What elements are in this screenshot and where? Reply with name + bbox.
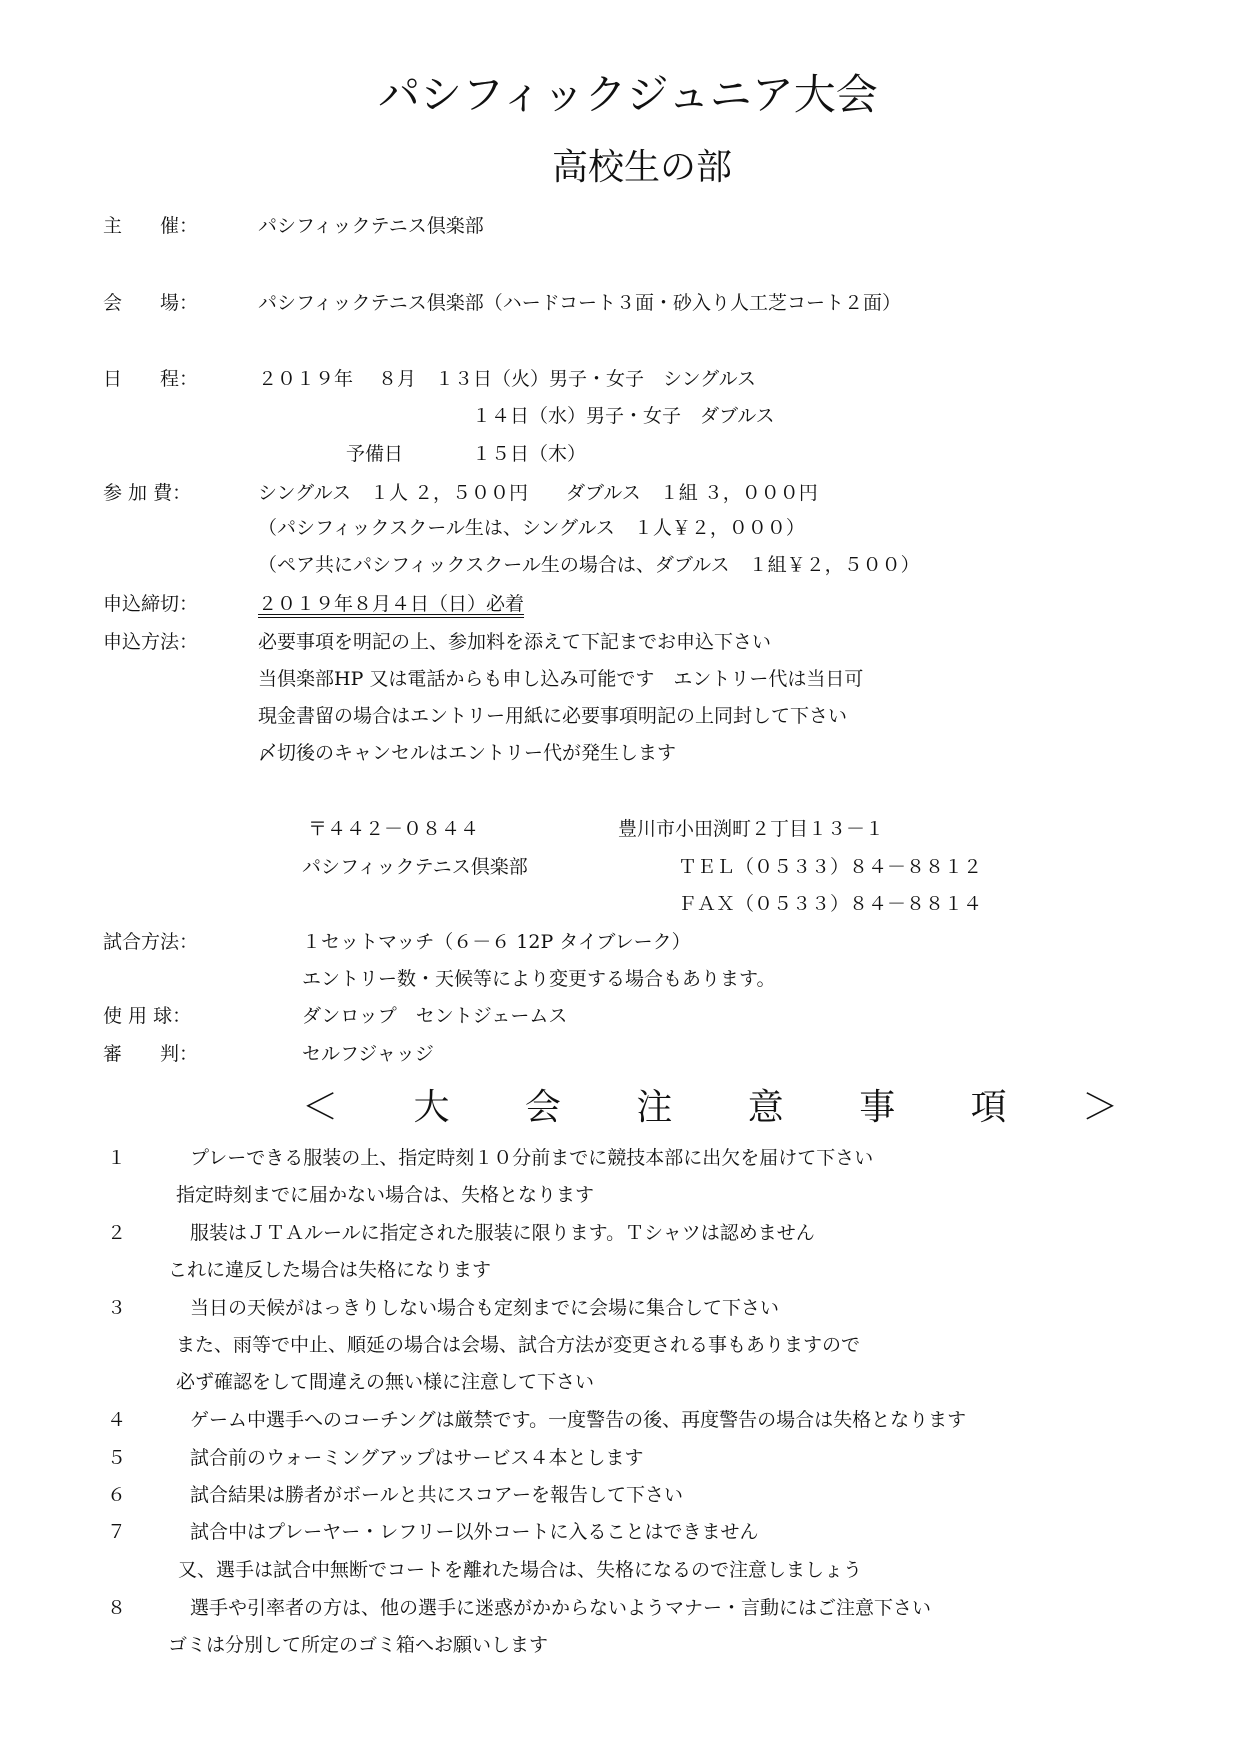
- page-title: パシフィックジュニア大会: [378, 70, 878, 119]
- ball-label: 使 用 球：: [103, 1005, 192, 1027]
- fee-line-2: （パシフィックスクール生は、シングルス １人￥２，０００）: [258, 517, 805, 539]
- note-number: １: [107, 1147, 127, 1169]
- note-number: ６: [107, 1484, 127, 1506]
- page-subtitle: 高校生の部: [552, 147, 733, 188]
- schedule-reserve-label: 予備日: [346, 443, 404, 465]
- note-line: 指定時刻までに届かない場合は、失格となります: [176, 1184, 595, 1206]
- note-line: 選手や引率者の方は、他の選手に迷惑がかからないようマナー・言動にはご注意下さい: [190, 1597, 932, 1619]
- notes-heading: ＜ 大 会 注 意 事 項 ＞: [302, 1087, 1151, 1128]
- fee-line-1: シングルス １人 ２，５００円 ダブルス １組 ３，０００円: [258, 482, 818, 504]
- referee-label: 審 判：: [103, 1043, 199, 1065]
- note-line: 必ず確認をして間違えの無い様に注意して下さい: [176, 1371, 595, 1393]
- note-line: 試合前のウォーミングアップはサービス４本とします: [190, 1447, 644, 1469]
- note-line: 服装はＪＴＡルールに指定された服装に限ります。Ｔシャツは認めません: [190, 1222, 815, 1244]
- method-line-4: 〆切後のキャンセルはエントリー代が発生します: [258, 742, 677, 764]
- tel-number: ＴＥＬ（０５３３）８４－８８１２: [678, 856, 983, 878]
- venue-label: 会 場：: [103, 292, 199, 314]
- match-line-2: エントリー数・天候等により変更する場合もあります。: [302, 968, 776, 990]
- note-number: ３: [107, 1297, 127, 1319]
- note-line: 試合中はプレーヤー・レフリー以外コートに入ることはできません: [190, 1521, 759, 1543]
- note-number: ７: [107, 1521, 127, 1543]
- venue-value: パシフィックテニス倶楽部（ハードコート３面・砂入り人工芝コート２面）: [258, 292, 901, 314]
- ball-value: ダンロップ セントジェームス: [302, 1005, 568, 1027]
- method-line-3: 現金書留の場合はエントリー用紙に必要事項明記の上同封して下さい: [258, 705, 848, 727]
- postal-code: 〒４４２－０８４４: [308, 818, 480, 840]
- schedule-label: 日 程：: [103, 368, 199, 390]
- note-number: ２: [107, 1222, 127, 1244]
- note-line: また、雨等で中止、順延の場合は会場、試合方法が変更される事もありますので: [176, 1334, 861, 1356]
- fee-label: 参 加 費：: [103, 482, 192, 504]
- note-line: ゲーム中選手へのコーチングは厳禁です。一度警告の後、再度警告の場合は失格となります: [190, 1409, 967, 1431]
- deadline-label: 申込締切：: [103, 593, 199, 615]
- organizer-value: パシフィックテニス倶楽部: [258, 215, 484, 237]
- schedule-reserve-value: １５日（木）: [472, 443, 587, 465]
- note-number: ４: [107, 1409, 127, 1431]
- note-line: プレーできる服装の上、指定時刻１０分前までに競技本部に出欠を届けて下さい: [190, 1147, 874, 1169]
- schedule-line-1: ２０１９年 ８月 １３日（火）男子・女子 シングルス: [258, 368, 757, 390]
- street-address: 豊川市小田渕町２丁目１３－１: [618, 818, 885, 840]
- match-label: 試合方法：: [103, 931, 199, 953]
- fax-number: ＦＡＸ（０５３３）８４－８８１４: [678, 893, 983, 915]
- method-label: 申込方法：: [103, 631, 199, 653]
- deadline-value: ２０１９年８月４日（日）必着: [258, 593, 525, 615]
- fee-line-3: （ペア共にパシフィックスクール生の場合は、ダブルス １組￥２，５００）: [258, 554, 920, 576]
- method-line-2: 当倶楽部HP 又は電話からも申し込み可能です エントリー代は当日可: [258, 668, 864, 690]
- schedule-line-2: １４日（水）男子・女子 ダブルス: [472, 405, 775, 427]
- note-line: 又、選手は試合中無断でコートを離れた場合は、失格になるので注意しましょう: [178, 1559, 863, 1581]
- note-line: ゴミは分別して所定のゴミ箱へお願いします: [168, 1634, 549, 1656]
- note-line: これに違反した場合は失格になります: [168, 1259, 492, 1281]
- club-name: パシフィックテニス倶楽部: [302, 856, 528, 878]
- note-number: ５: [107, 1447, 127, 1469]
- match-line-1: １セットマッチ（６－６ 12P タイブレーク）: [302, 931, 691, 953]
- note-number: ８: [107, 1597, 127, 1619]
- method-line-1: 必要事項を明記の上、参加料を添えて下記までお申込下さい: [258, 631, 772, 653]
- referee-value: セルフジャッジ: [302, 1043, 434, 1065]
- note-line: 当日の天候がはっきりしない場合も定刻までに会場に集合して下さい: [190, 1297, 780, 1319]
- organizer-label: 主 催：: [103, 215, 199, 237]
- note-line: 試合結果は勝者がボールと共にスコアーを報告して下さい: [190, 1484, 684, 1506]
